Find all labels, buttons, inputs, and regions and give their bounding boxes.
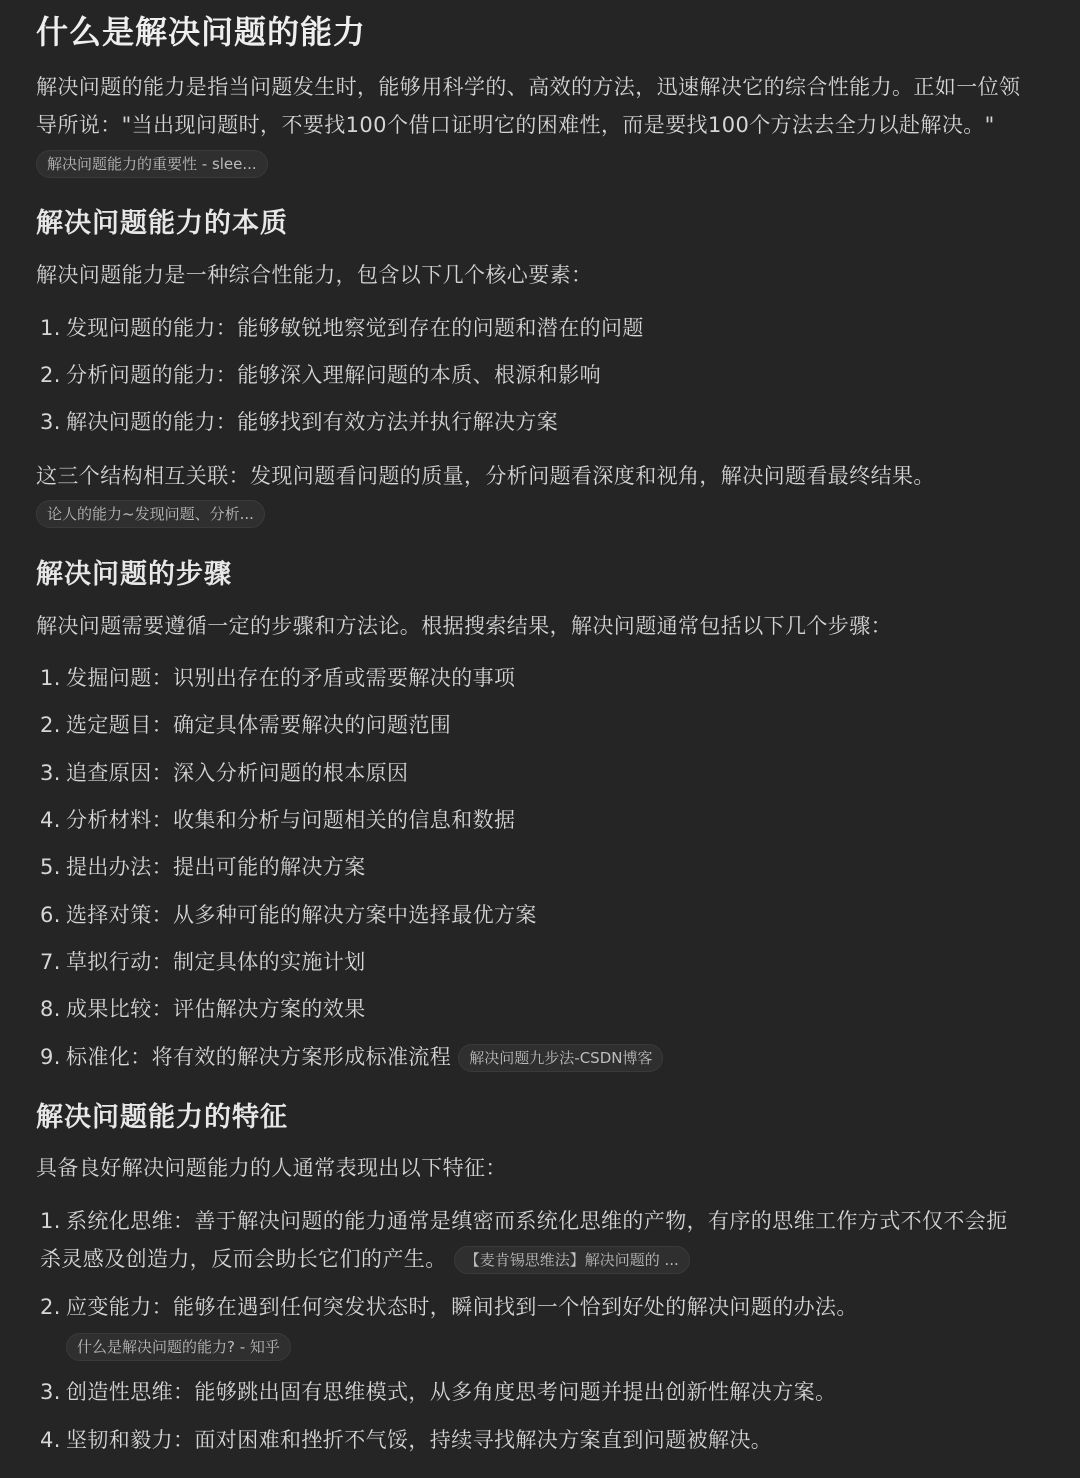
list-item: [40, 357, 601, 393]
list-number: 8.: [40, 997, 61, 1021]
list-number: 6.: [40, 903, 61, 927]
intro-text: 解决问题的能力是指当问题发生时，能够用科学的、高效的方法，迅速解决它的综合性能力。正如一位领导所说："当出现问题时，不要找100个借口证明它的困难性，而是要找100个方法去全力以赴解决。": [36, 75, 1021, 137]
list-item: [40, 1202, 1025, 1278]
page-title: 什么是解决问题的能力: [36, 13, 367, 51]
list-item-text: 分析问题的能力：能够深入理解问题的本质、根源和影响: [66, 363, 601, 387]
list-item: [40, 1039, 663, 1075]
essence-lead: 解决问题能力是一种综合性能力，包含以下几个核心要素：: [36, 263, 593, 287]
list-item: [40, 1374, 836, 1410]
list-number: 3.: [40, 761, 61, 785]
list-item: [40, 404, 558, 440]
list-number: 3.: [40, 410, 61, 434]
list-item-text: 草拟行动：制定具体的实施计划: [66, 950, 366, 974]
list-item: [40, 944, 366, 980]
traits-lead: 具备良好解决问题能力的人通常表现出以下特征：: [36, 1156, 507, 1180]
citation-chip-intro[interactable]: 解决问题能力的重要性 - slee...: [36, 150, 268, 178]
list-number: 1.: [40, 1209, 61, 1233]
list-item: [40, 849, 366, 885]
list-number: 1.: [40, 666, 61, 690]
list-item-text: 应变能力：能够在遇到任何突发状态时，瞬间找到一个恰到好处的解决问题的办法。: [66, 1295, 858, 1319]
list-number: 3.: [40, 1380, 61, 1404]
list-item-text: 成果比较：评估解决方案的效果: [66, 997, 366, 1021]
list-item-text: 系统化思维：善于解决问题的能力通常是缜密而系统化思维的产物，有序的思维工作方式不仅不会扼杀灵感及创造力，反而会助长它们的产生。: [40, 1209, 1008, 1271]
list-number: 2.: [40, 363, 61, 387]
list-number: 7.: [40, 950, 61, 974]
citation-chip-traits-2[interactable]: 什么是解决问题的能力? - 知乎: [66, 1333, 291, 1361]
list-item-text: 提出办法：提出可能的解决方案: [66, 855, 366, 879]
list-item: [40, 310, 644, 346]
section-heading-traits: 解决问题能力的特征: [36, 1102, 288, 1133]
list-item-text: 标准化：将有效的解决方案形成标准流程: [66, 1045, 452, 1069]
list-item: [40, 660, 515, 696]
list-item-text: 创造性思维：能够跳出固有思维模式，从多角度思考问题并提出创新性解决方案。: [66, 1380, 837, 1404]
list-number: 2.: [40, 713, 61, 737]
section-heading-essence: 解决问题能力的本质: [36, 208, 288, 239]
list-item-text: 坚韧和毅力：面对困难和挫折不气馁，持续寻找解决方案直到问题被解决。: [66, 1428, 773, 1452]
list-number: 4.: [40, 808, 61, 832]
list-number: 4.: [40, 1428, 61, 1452]
list-number: 9.: [40, 1045, 61, 1069]
list-item-text: 发掘问题：识别出存在的矛盾或需要解决的事项: [66, 666, 516, 690]
list-item-text: 追查原因：深入分析问题的根本原因: [66, 761, 409, 785]
list-number: 1.: [40, 316, 61, 340]
list-item: [40, 707, 451, 743]
intro-paragraph: [36, 68, 1041, 182]
list-item: [40, 991, 366, 1027]
list-item-text: 发现问题的能力：能够敏锐地察觉到存在的问题和潜在的问题: [66, 316, 644, 340]
essence-summary: 这三个结构相互关联：发现问题看问题的质量，分析问题看深度和视角，解决问题看最终结果。: [36, 464, 935, 488]
list-item: [40, 897, 537, 933]
list-item: [40, 1422, 772, 1458]
list-item-text: 解决问题的能力：能够找到有效方法并执行解决方案: [66, 410, 559, 434]
list-item: [40, 802, 515, 838]
steps-lead: 解决问题需要遵循一定的步骤和方法论。根据搜索结果，解决问题通常包括以下几个步骤：: [36, 614, 892, 638]
list-item-text: 选择对策：从多种可能的解决方案中选择最优方案: [66, 903, 537, 927]
citation-chip-traits-1[interactable]: 【麦肯锡思维法】解决问题的 ...: [454, 1246, 690, 1274]
list-item: [40, 755, 408, 791]
citation-chip-essence[interactable]: 论人的能力~发现问题、分析...: [36, 500, 265, 528]
list-number: 2.: [40, 1295, 61, 1319]
citation-chip-steps[interactable]: 解决问题九步法-CSDN博客: [458, 1044, 663, 1072]
list-number: 5.: [40, 855, 61, 879]
list-item-text: 分析材料：收集和分析与问题相关的信息和数据: [66, 808, 516, 832]
section-heading-steps: 解决问题的步骤: [36, 559, 232, 590]
list-item-text: 选定题目：确定具体需要解决的问题范围: [66, 713, 452, 737]
list-item: [40, 1289, 858, 1325]
